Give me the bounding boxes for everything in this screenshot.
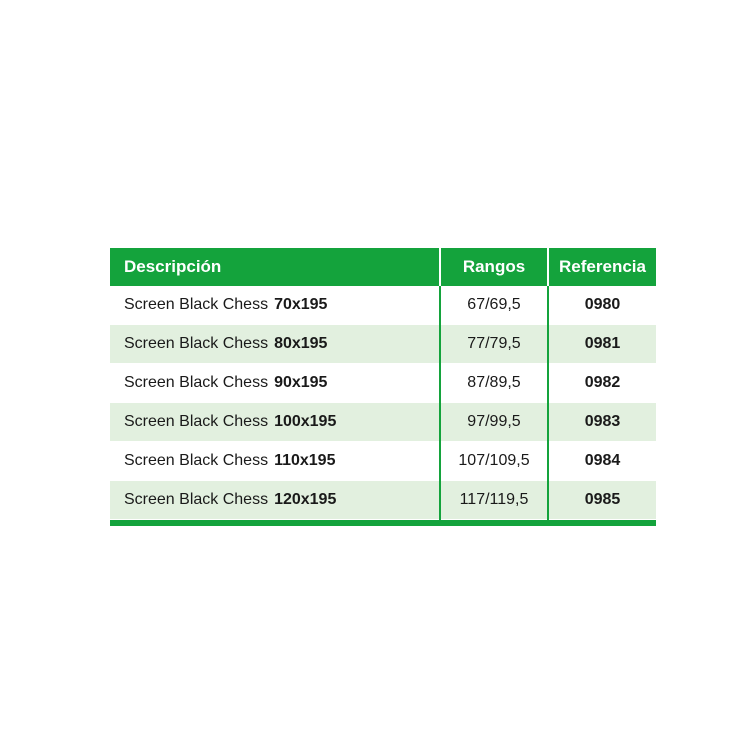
cell-descripcion [110,325,440,364]
spec-table [110,248,656,520]
column-header-referencia: Referencia [548,248,656,286]
table-body [110,286,656,520]
table-row [110,403,656,442]
table-header-row [110,248,656,286]
cell-rangos: 107/109,5 [440,442,548,481]
cell-rangos: 77/79,5 [440,325,548,364]
model-name: Screen Black Chess [124,491,269,508]
model-name: Screen Black Chess [124,335,269,352]
cell-referencia: 0981 [548,325,656,364]
model-size: 90x195 [274,374,328,391]
column-header-descripcion: Descripción [110,248,440,286]
cell-referencia: 0985 [548,481,656,520]
model-size: 80x195 [274,335,328,352]
table-row [110,481,656,520]
cell-referencia: 0984 [548,442,656,481]
model-size: 110x195 [274,452,336,469]
cell-rangos: 117/119,5 [440,481,548,520]
cell-descripcion [110,286,440,325]
cell-rangos: 97/99,5 [440,403,548,442]
cell-descripcion [110,403,440,442]
cell-referencia: 0982 [548,364,656,403]
model-name: Screen Black Chess [124,374,269,391]
model-size: 70x195 [274,296,328,313]
table-row [110,442,656,481]
model-name: Screen Black Chess [124,413,269,430]
table-row [110,286,656,325]
model-size: 100x195 [274,413,337,430]
table-row [110,364,656,403]
cell-descripcion [110,442,440,481]
model-name: Screen Black Chess [124,296,269,313]
cell-rangos: 67/69,5 [440,286,548,325]
model-size: 120x195 [274,491,337,508]
spec-table-container [110,248,656,526]
cell-descripcion [110,364,440,403]
column-header-rangos: Rangos [440,248,548,286]
table-row [110,325,656,364]
table-bottom-rule [110,520,656,526]
cell-descripcion [110,481,440,520]
model-name: Screen Black Chess [124,452,269,469]
table-header [110,248,656,286]
cell-referencia: 0980 [548,286,656,325]
cell-referencia: 0983 [548,403,656,442]
cell-rangos: 87/89,5 [440,364,548,403]
